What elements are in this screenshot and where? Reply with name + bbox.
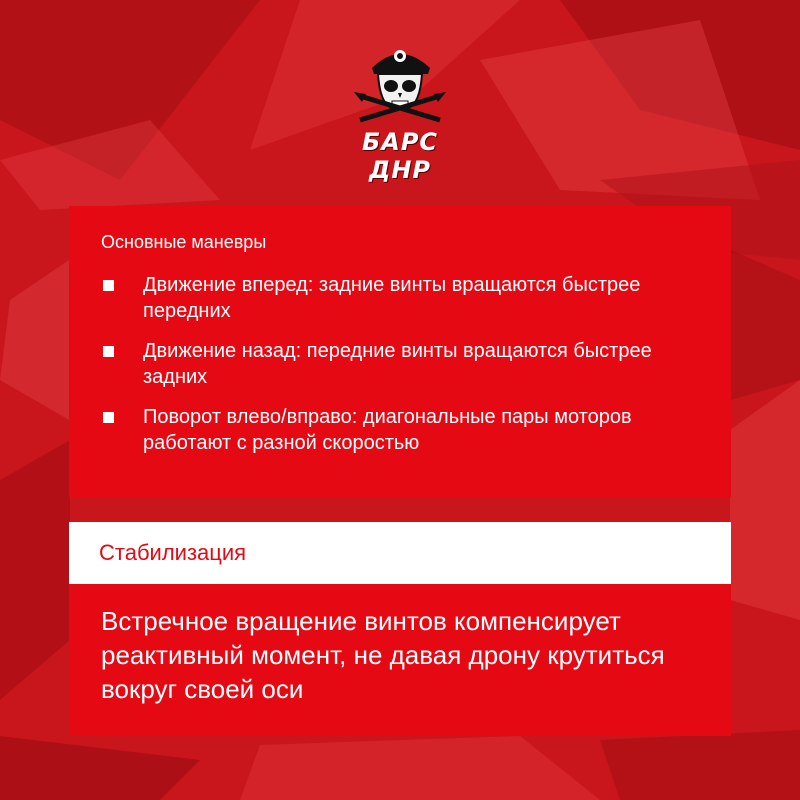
brand-logo xyxy=(340,38,460,184)
stabilization-panel xyxy=(69,584,731,736)
list-item xyxy=(101,404,711,456)
maneuvers-heading: Основные маневры xyxy=(101,232,267,252)
brand-name: БАРС ДНР xyxy=(361,128,439,184)
list-item-text: Движение назад: передние винты вращаются быстрее задних xyxy=(143,340,652,388)
list-item-text: Движение вперед: задние винты вращаются быстрее передних xyxy=(143,274,641,322)
stabilization-header xyxy=(69,522,731,584)
list-item-text: Поворот влево/вправо: диагональные пары моторов работают с разной скоростью xyxy=(143,406,632,454)
square-bullet-icon xyxy=(103,346,114,357)
square-bullet-icon xyxy=(103,412,114,423)
maneuvers-panel xyxy=(69,206,731,497)
maneuvers-list xyxy=(101,272,711,470)
stabilization-text: Встречное вращение винтов компенсирует реактивный момент, не давая дрону крутиться вокруг своей оси xyxy=(101,606,665,704)
skull-helmet-icon xyxy=(350,38,450,128)
list-item xyxy=(101,338,711,390)
list-item xyxy=(101,272,711,324)
square-bullet-icon xyxy=(103,280,114,291)
stabilization-heading: Стабилизация xyxy=(99,540,247,565)
